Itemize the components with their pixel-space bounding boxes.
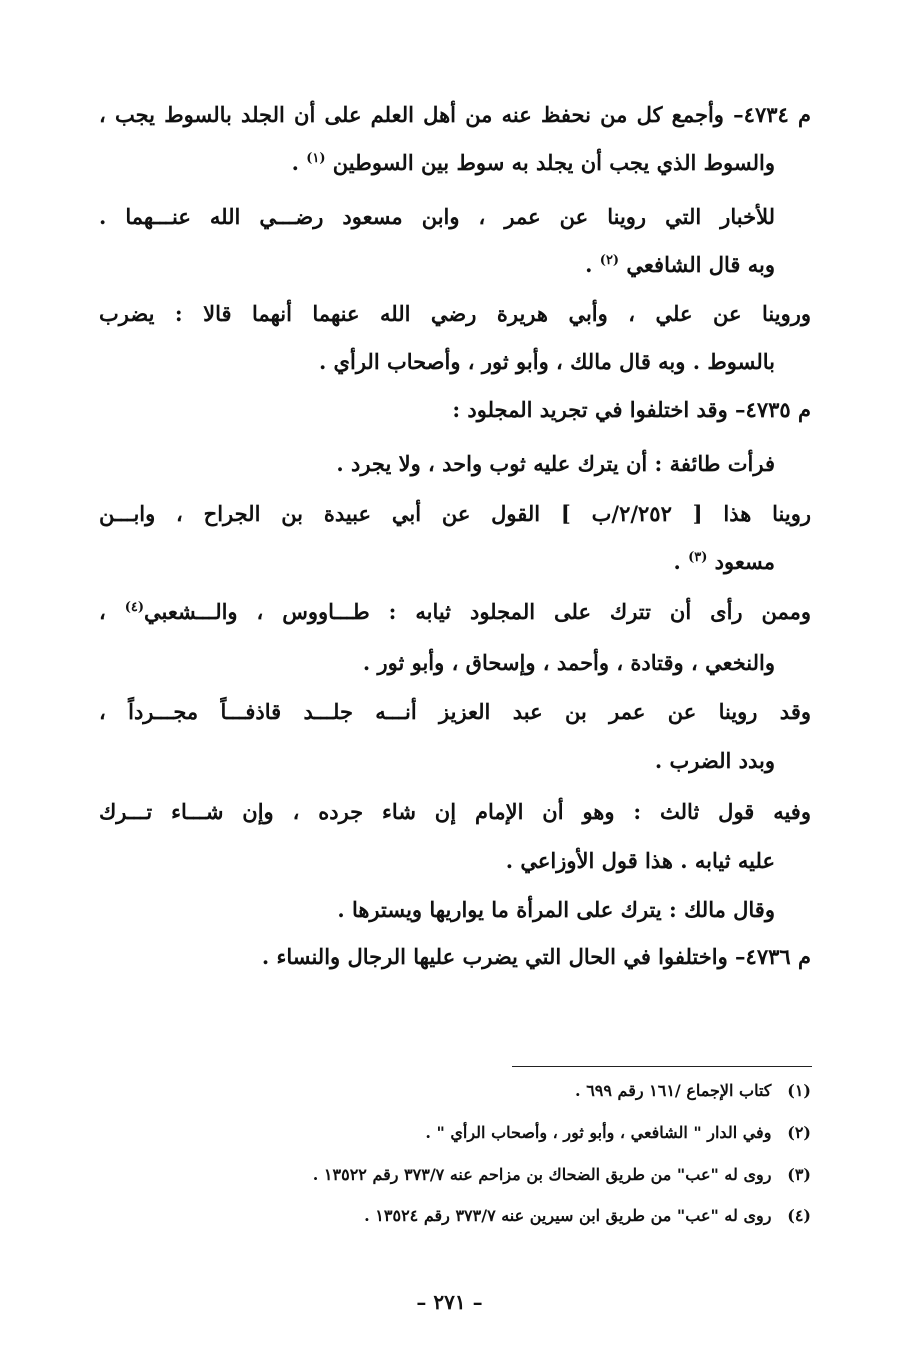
akhbar-text-2-end: . <box>585 252 593 277</box>
issue-4735-line-1 <box>452 399 811 420</box>
thalith-text-1: وفيه قول ثالث : وهو أن الإمام إن شاء جرده ، وإن شـــاء تـــرك <box>99 799 811 824</box>
akhbar-line-2 <box>585 254 775 275</box>
footnote-ref-1: (١) <box>306 151 326 166</box>
akhbar-text-2: وبه قال الشافعي <box>626 252 775 277</box>
umar-text-2: وبدد الضرب . <box>654 748 775 773</box>
mimman-text-1b: ، <box>99 599 106 624</box>
mimman-text-1a: وممن رأى أن تترك على المجلود ثيابه : طـــاووس ، والـــشعبي <box>144 599 811 624</box>
thalith-line-1 <box>99 801 811 822</box>
mimman-line-1 <box>99 601 811 622</box>
footnote-3 <box>313 1167 811 1183</box>
issue-4736-text-1: واختلفوا في الحال التي يضرب عليها الرجال والنساء . <box>261 944 728 969</box>
footnote-3-text: روى له "عب" من طريق الضحاك بن مزاحم عنه ٣٧٣/٧ رقم ١٣٥٢٢ . <box>312 1165 772 1184</box>
issue-4734-line-2 <box>292 152 775 173</box>
umar-line-2 <box>655 750 775 771</box>
thalith-line-2 <box>506 850 775 871</box>
footnote-1 <box>575 1083 811 1099</box>
footnote-ref-3: (٣) <box>688 550 708 565</box>
umar-text-1: وقد روينا عن عمر بن عبد العزيز أنـــه جلـــد قاذفـــاً مجـــرداً ، <box>99 699 811 724</box>
hadha-text-1: روينا هذا [ ٢/٢٥٢/ب ] القول عن أبي عبيدة بن الجراح ، وابـــن <box>99 501 811 526</box>
footnote-3-number: (٣) <box>787 1165 811 1184</box>
taifa-line-1 <box>336 453 775 474</box>
hadha-text-2-end: . <box>673 549 681 574</box>
footnote-2-text: وفي الدار " الشافعي ، وأبو ثور ، وأصحاب الرأي " . <box>425 1123 772 1142</box>
thalith-text-2: عليه ثيابه . هذا قول الأوزاعي . <box>505 848 775 873</box>
footnote-4 <box>364 1208 811 1224</box>
footnote-2-number: (٢) <box>787 1123 811 1142</box>
issue-4736-line-1 <box>262 946 811 967</box>
ali-text-2: بالسوط . وبه قال مالك ، وأبو ثور ، وأصحاب الرأي . <box>318 349 775 374</box>
issue-4734-text-2: والسوط الذي يجب أن يجلد به سوط بين السوطين <box>332 150 775 175</box>
ali-line-1 <box>99 303 811 324</box>
issue-4734-line-1 <box>99 104 811 125</box>
mimman-line-2 <box>363 652 775 673</box>
akhbar-line-1 <box>99 206 775 227</box>
footnote-1-text: كتاب الإجماع /١٦١ رقم ٦٩٩ . <box>575 1081 772 1100</box>
footnote-2 <box>425 1125 811 1141</box>
issue-4734-text-1: وأجمع كل من نحفظ عنه من أهل العلم على أن الجلد بالسوط يجب ، <box>99 102 724 127</box>
malik-line-1 <box>337 899 775 920</box>
akhbar-text-1: للأخبار التي روينا عن عمر ، وابن مسعود رضـــي الله عنـــهما . <box>99 204 775 229</box>
footnote-1-number: (١) <box>787 1081 811 1100</box>
issue-number-4736: م ٤٧٣٦– <box>735 944 811 969</box>
hadha-text-2: مسعود <box>714 549 775 574</box>
hadha-line-2 <box>673 551 775 572</box>
taifa-text-1: فرأت طائفة : أن يترك عليه ثوب واحد ، ولا يجرد . <box>336 451 775 476</box>
footnote-ref-4: (٤) <box>124 600 145 615</box>
footnote-separator <box>512 1066 812 1067</box>
footnote-4-text: روى له "عب" من طريق ابن سيرين عنه ٣٧٣/٧ رقم ١٣٥٢٤ . <box>364 1206 772 1225</box>
issue-number-4735: م ٤٧٣٥– <box>735 397 811 422</box>
footnote-4-number: (٤) <box>787 1206 811 1225</box>
issue-4734-text-2-end: . <box>291 150 299 175</box>
hadha-line-1 <box>99 503 811 524</box>
footnote-ref-2: (٢) <box>599 253 620 268</box>
mimman-text-2: والنخعي ، وقتادة ، وأحمد ، وإسحاق ، وأبو ثور . <box>362 650 775 675</box>
issue-number-4734: م ٤٧٣٤– <box>733 102 812 127</box>
ali-text-1: وروينا عن علي ، وأبي هريرة رضي الله عنهما أنهما قالا : يضرب <box>99 301 811 326</box>
issue-4735-text-1: وقد اختلفوا في تجريد المجلود : <box>452 397 728 422</box>
malik-text-1: وقال مالك : يترك على المرأة ما يواريها ويسترها . <box>337 897 775 922</box>
umar-line-1 <box>99 701 811 722</box>
ali-line-2 <box>319 351 775 372</box>
page-number: – ٢٧١ – <box>416 1290 483 1314</box>
